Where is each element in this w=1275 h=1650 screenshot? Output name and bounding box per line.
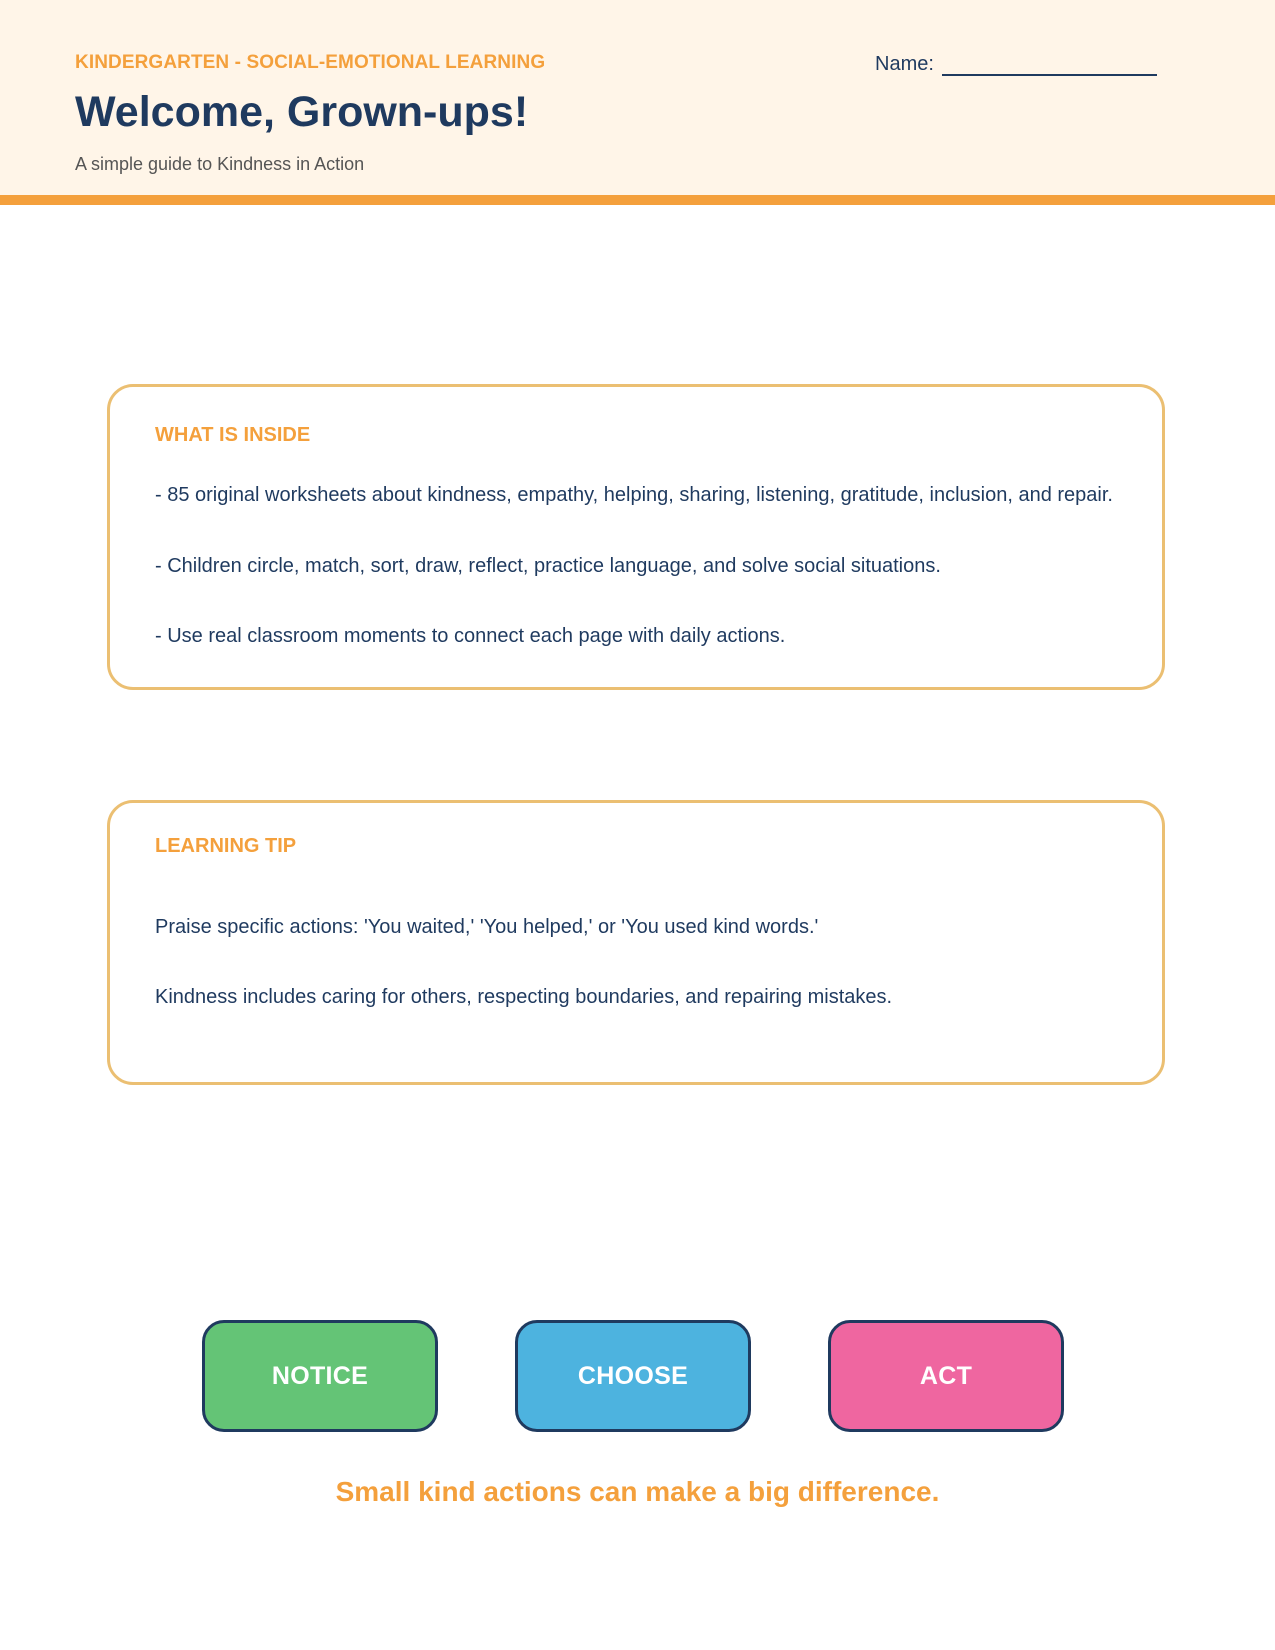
learning-tip-panel — [107, 800, 1165, 1085]
name-field — [875, 52, 1157, 76]
page-header — [0, 0, 1275, 205]
page-subtitle: A simple guide to Kindness in Action — [75, 154, 365, 174]
closing-message: Small kind actions can make a big difference. — [335, 1476, 940, 1507]
kindness-steps — [0, 1320, 1275, 1432]
what-is-inside-heading: WHAT IS INSIDE — [155, 424, 311, 446]
inside-item: - Use real classroom moments to connect each page with daily actions. — [155, 625, 786, 647]
page-title: Welcome, Grown-ups! — [75, 88, 529, 136]
learning-tip-heading: LEARNING TIP — [155, 835, 297, 857]
tip-item: Kindness includes caring for others, respecting boundaries, and repairing mistakes. — [155, 986, 893, 1008]
tip-item: Praise specific actions: 'You waited,' 'You helped,' or 'You used kind words.' — [155, 916, 819, 938]
inside-item: - 85 original worksheets about kindness, empathy, helping, sharing, listening, gratitude, inclusion, and repair. — [155, 484, 1113, 506]
inside-item: - Children circle, match, sort, draw, reflect, practice language, and solve social situations. — [155, 555, 941, 577]
act-step-card: ACT — [828, 1320, 1064, 1432]
grade-subject-label: KINDERGARTEN - SOCIAL-EMOTIONAL LEARNING — [75, 52, 546, 73]
name-label: Name: — [875, 53, 934, 75]
notice-step-card: NOTICE — [202, 1320, 438, 1432]
choose-step-card: CHOOSE — [515, 1320, 751, 1432]
what-is-inside-panel — [107, 384, 1165, 690]
name-blank-line[interactable] — [942, 52, 1157, 76]
